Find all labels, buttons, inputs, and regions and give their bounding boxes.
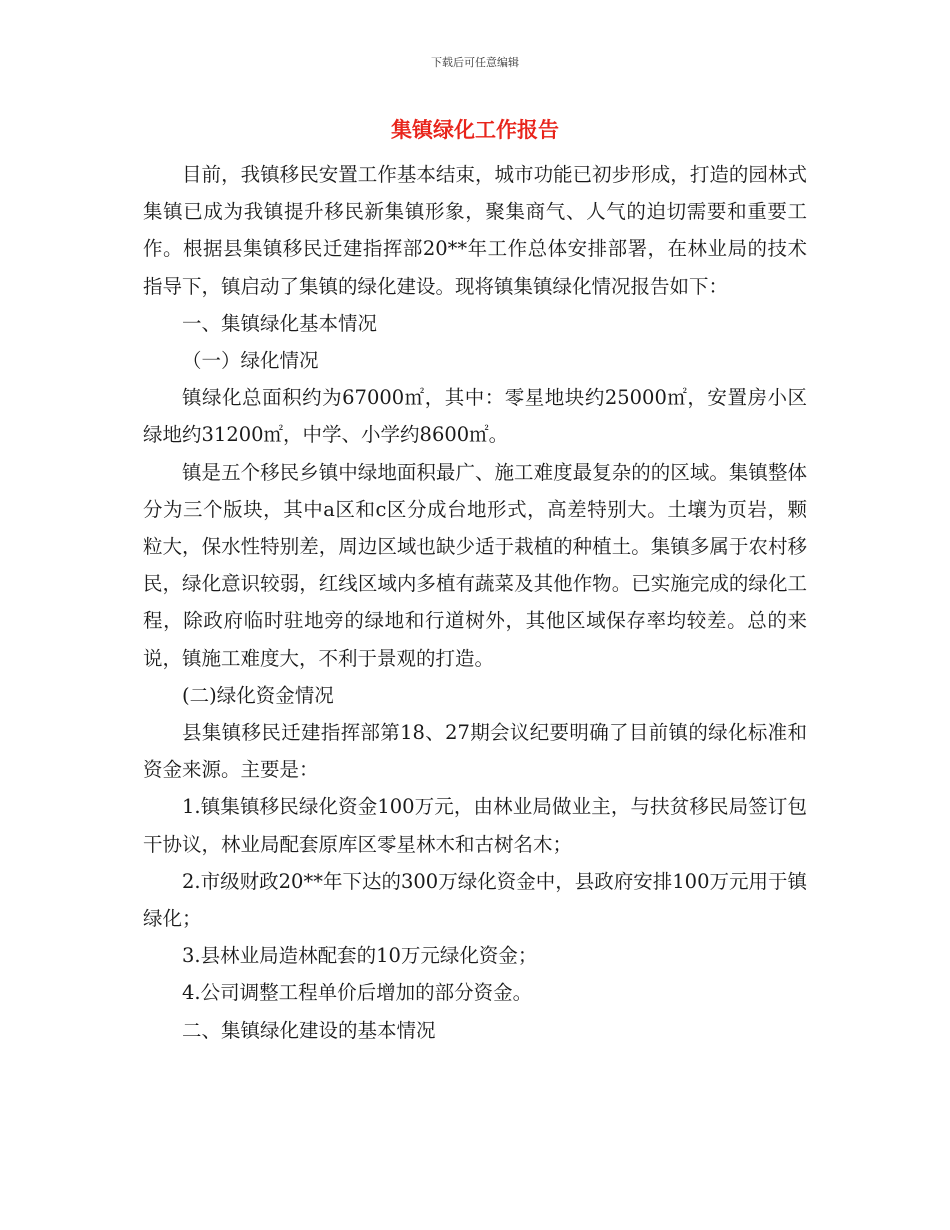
paragraph-funding-intro: 县集镇移民迁建指挥部第18、27期会议纪要明确了目前镇的绿化标准和资金来源。主要是： <box>143 721 807 782</box>
paragraph-area: 镇绿化总面积约为67000㎡，其中：零星地块约25000㎡，安置房小区绿地约31200㎡，中学、小学约8600㎡。 <box>143 386 807 447</box>
subsection-heading-greening: （一）绿化情况 <box>182 349 319 373</box>
section-heading-1: 一、集镇绿化基本情况 <box>182 311 378 335</box>
section-heading-2: 二、集镇绿化建设的基本情况 <box>182 1018 436 1042</box>
list-item-funding-3: 3.县林业局造林配套的10万元绿化资金； <box>182 944 538 968</box>
list-item-funding-2: 2.市级财政20**年下达的300万绿化资金中，县政府安排100万元用于镇绿化； <box>143 869 807 931</box>
subsection-heading-funding: (二)绿化资金情况 <box>182 683 334 707</box>
document-title: 集镇绿化工作报告 <box>391 118 559 142</box>
list-item-funding-4: 4.公司调整工程单价后增加的部分资金。 <box>182 981 533 1005</box>
page-header-note: 下载后可任意编辑 <box>431 56 519 69</box>
list-item-funding-1: 1.镇集镇移民绿化资金100万元，由林业局做业主，与扶贫移民局签订包干协议，林业局配套原库区零星林木和古树名木； <box>143 795 807 856</box>
paragraph-difficulty: 镇是五个移民乡镇中绿地面积最广、施工难度最复杂的的区域。集镇整体分为三个版块，其中a区和c区分成台地形式，高差特别大。土壤为页岩，颗粒大，保水性特别差，周边区域也缺少适于栽植的种植土。集镇多属于农村移民，绿化意识较弱，红线区域内多植有蔬菜及其他作物。已实施完成的绿化工程，除政府临时驻地旁的绿地和行道树外，其他区域保存率均较差。总的来说，镇施工难度大，不利于景观的打造。 <box>143 460 807 670</box>
document-body <box>143 156 807 1049</box>
paragraph-intro: 目前，我镇移民安置工作基本结束，城市功能已初步形成，打造的园林式集镇已成为我镇提升移民新集镇形象，聚集商气、人气的迫切需要和重要工作。根据县集镇移民迁建指挥部20**年工作总体安排部署，在林业局的技术指导下，镇启动了集镇的绿化建设。现将镇集镇绿化情况报告如下： <box>143 163 807 298</box>
